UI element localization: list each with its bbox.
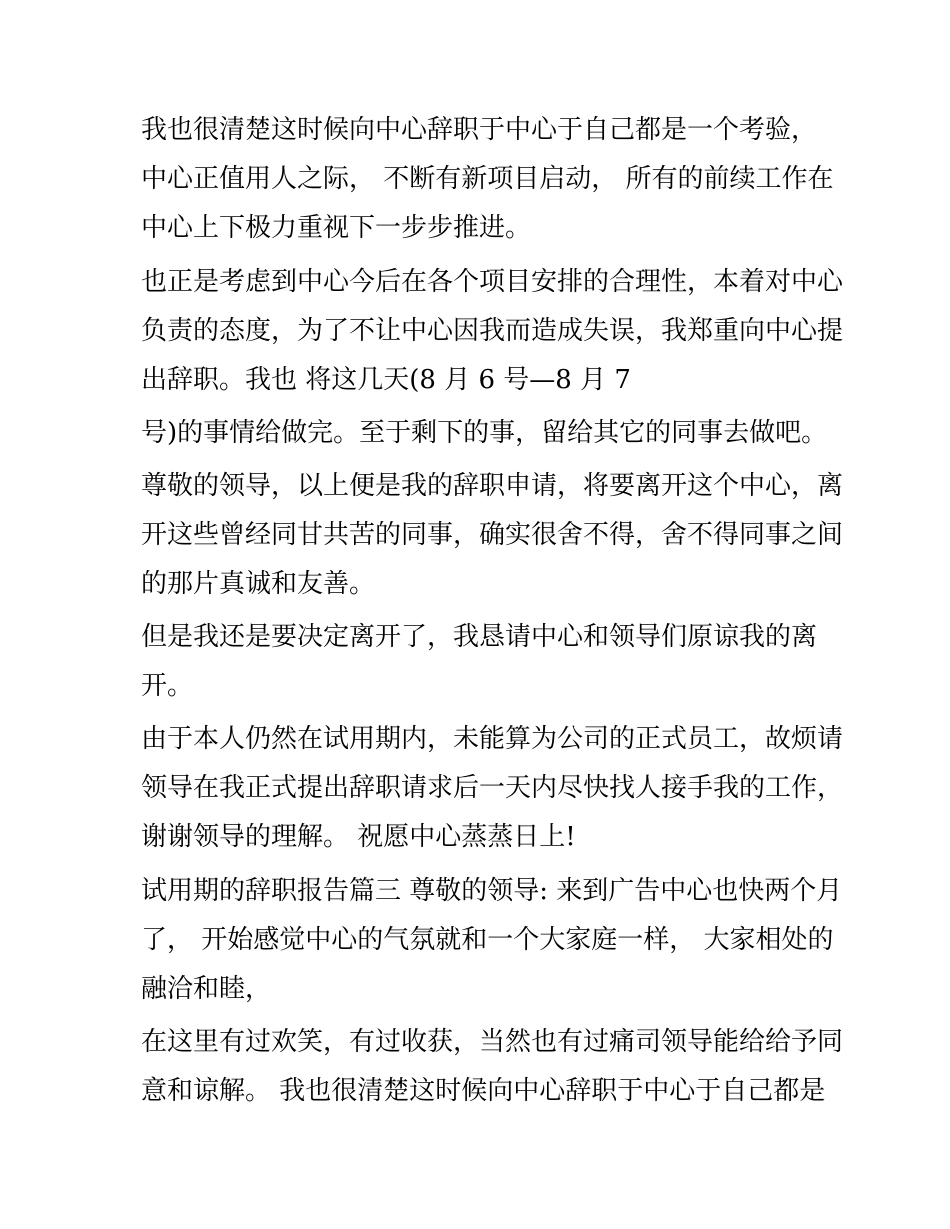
text-line: 负责的态度，为了不让中心因我而造成失误，我郑重向中心提 xyxy=(141,316,844,346)
text-line: 的那片真诚和友善。 xyxy=(141,569,376,599)
text-line: 中心正值用人之际， 不断有新项目启动， 所有的前续工作在 xyxy=(141,164,834,194)
text-line: 谢谢领导的理解。 祝愿中心蒸蒸日上! xyxy=(141,822,576,852)
text-line: 中心上下极力重视下一步步推进。 xyxy=(141,213,532,243)
text-line: 开这些曾经同甘共苦的同事，确实很舍不得，舍不得同事之间 xyxy=(141,520,844,550)
text-line: 了， 开始感觉中心的气氛就和一个大家庭一样， 大家相处的 xyxy=(141,925,834,955)
text-line: 尊敬的领导，以上便是我的辞职申请，将要离开这个中心，离 xyxy=(141,471,844,501)
text-line: 意和谅解。 我也很清楚这时候向中心辞职于中心于自己都是 xyxy=(141,1076,826,1106)
text-line: 我也很清楚这时候向中心辞职于中心于自己都是一个考验， xyxy=(141,115,818,145)
text-line: 也正是考虑到中心今后在各个项目安排的合理性，本着对中心 xyxy=(141,267,844,297)
text-line: 在这里有过欢笑，有过收获，当然也有过痛司领导能给给予同 xyxy=(141,1027,844,1057)
text-line: 由于本人仍然在试用期内，未能算为公司的正式员工，故烦请 xyxy=(141,724,844,754)
text-line: 号)的事情给做完。至于剩下的事，留给其它的同事去做吧。 xyxy=(141,418,828,448)
text-line: 试用期的辞职报告篇三 尊敬的领导: 来到广告中心也快两个月 xyxy=(141,876,843,906)
text-line: 出辞职。我也 将这几天(8 月 6 号—8 月 7 xyxy=(141,365,631,395)
text-line: 领导在我正式提出辞职请求后一天内尽快找人接手我的工作， xyxy=(141,773,844,803)
text-line: 但是我还是要决定离开了，我恳请中心和领导们原谅我的离 xyxy=(141,622,818,652)
text-line: 融洽和睦， xyxy=(141,974,272,1004)
text-line: 开。 xyxy=(141,671,194,701)
